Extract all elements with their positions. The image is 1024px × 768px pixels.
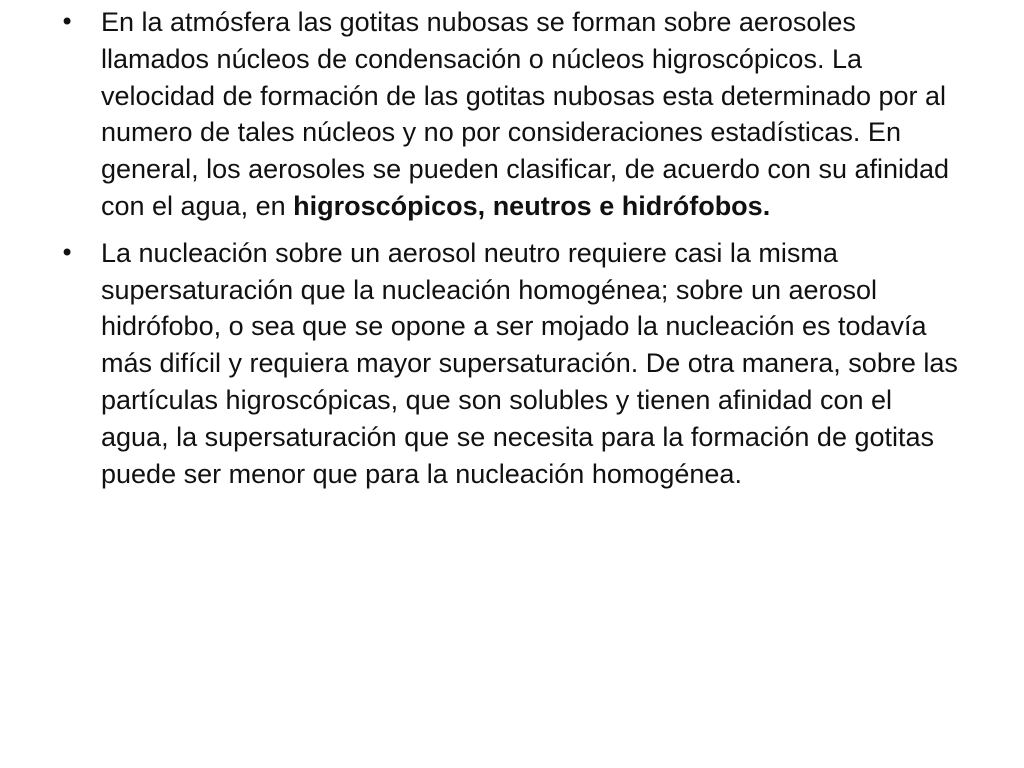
bullet-item-nucleation [60, 235, 965, 493]
bullet-list [60, 4, 965, 502]
bullet-icon: • [60, 238, 75, 267]
bullet-icon: • [60, 8, 75, 36]
bullet-bold-text: higroscópicos, neutros e hidrófobos. [293, 190, 771, 221]
bullet-text: La nucleación sobre un aerosol neutro requiere casi la misma supersaturación que la nucleación homogénea; sobre un aerosol hidrófobo, o sea que se opone a ser mojado la nucleación es todavía más difícil y requiera mayor supersaturación. De otra manera, sobre las partículas higroscópicas, que son solubles y tienen afinidad con el agua, la supersaturación que se necesita para la formación de gotitas puede ser menor que para la nucleación homogénea. [101, 237, 958, 489]
bullet-item-aerosol-nuclei [60, 4, 965, 225]
bullet-text: En la atmósfera las gotitas nubosas se forman sobre aerosoles llamados núcleos de condensación o núcleos higroscópicos. La velocidad de formación de las gotitas nubosas esta determinado por al numero de tales núcleos y no por consideraciones estadísticas. En general, los aerosoles se pueden clasificar, de acuerdo con su afinidad con el agua, en [101, 7, 950, 221]
